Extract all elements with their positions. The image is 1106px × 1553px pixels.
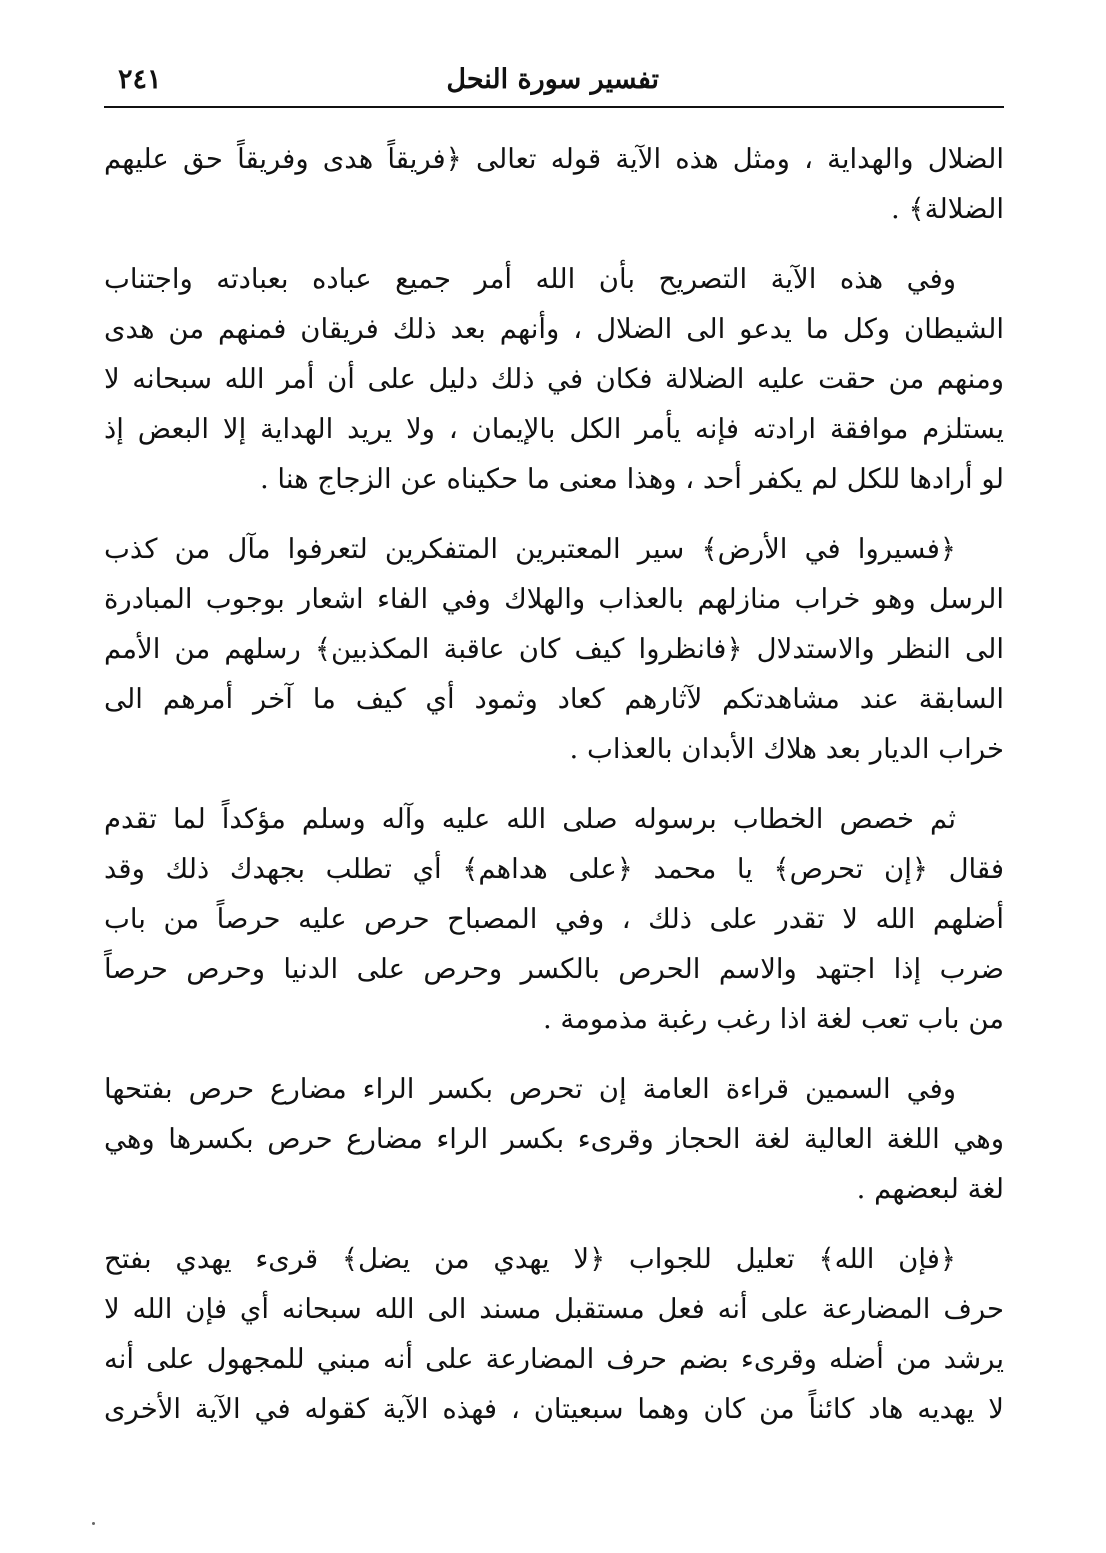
text-line: ثم خصص الخطاب برسوله صلى الله عليه وآله وسلم مؤكداً لما تقدم [104,803,956,835]
page-number: ٢٤١ [118,64,162,95]
text-line: يستلزم موافقة ارادته فإنه يأمر الكل بالإيمان ، ولا يريد الهداية إلا البعض إذ [104,413,1004,445]
text-line: من باب تعب لغة اذا رغب رغبة مذمومة . [542,1003,1004,1035]
text-line: حرف المضارعة على أنه فعل مستقبل مسند الى الله سبحانه أي فإن الله لا [104,1293,1004,1325]
text-line: الشيطان وكل ما يدعو الى الضلال ، وأنهم بعد ذلك فريقان فمنهم من هدى [104,313,1004,345]
text-line: الرسل وهو خراب منازلهم بالعذاب والهلاك وفي الفاء اشعار بوجوب المبادرة [104,583,1004,615]
text-line: ومنهم من حقت عليه الضلالة فكان في ذلك دليل على أن أمر الله سبحانه لا [104,363,1004,395]
text-line: الضلالة﴾ . [891,193,1004,225]
text-line: أضلهم الله لا تقدر على ذلك ، وفي المصباح حرص عليه حرصاً من باب [104,903,1004,935]
text-line: خراب الديار بعد هلاك الأبدان بالعذاب . [569,733,1004,765]
header-title: تفسير سورة النحل [446,64,659,95]
text-line: السابقة عند مشاهدتكم لآثارهم كعاد وثمود أي كيف ما آخر أمرهم الى [104,683,1004,715]
text-line: الضلال والهداية ، ومثل هذه الآية قوله تعالى ﴿فريقاً هدى وفريقاً حق عليهم [104,143,1004,175]
text-line: ﴿فسيروا في الأرض﴾ سير المعتبرين المتفكرين لتعرفوا مآل من كذب [104,533,956,565]
paragraph-6 [104,1234,1004,1434]
text-line: وهي اللغة العالية لغة الحجاز وقرىء بكسر الراء مضارع حرص بكسرها وهي [104,1123,1004,1155]
text-line: وفي السمين قراءة العامة إن تحرص بكسر الراء مضارع حرص بفتحها [104,1073,956,1105]
running-header [104,62,1004,108]
paragraph-1 [104,134,1004,234]
paragraph-4 [104,794,1004,1044]
scan-speck [92,1522,95,1525]
text-line: وفي هذه الآية التصريح بأن الله أمر جميع عباده بعبادته واجتناب [104,263,956,295]
paragraph-2 [104,254,1004,504]
text-line: يرشد من أضله وقرىء بضم حرف المضارعة على أنه مبني للمجهول على أنه [104,1343,1004,1375]
text-line: فقال ﴿إن تحرص﴾ يا محمد ﴿على هداهم﴾ أي تطلب بجهدك ذلك وقد [104,853,1004,885]
text-line: ضرب إذا اجتهد والاسم الحرص بالكسر وحرص على الدنيا وحرص حرصاً [104,953,1004,985]
text-line: لا يهديه هاد كائناً من كان وهما سبعيتان ، فهذه الآية كقوله في الآية الأخرى [104,1393,1004,1425]
text-line: ﴿فإن الله﴾ تعليل للجواب ﴿لا يهدي من يضل﴾ قرىء يهدي بفتح [104,1243,956,1275]
text-line: لو أرادها للكل لم يكفر أحد ، وهذا معنى ما حكيناه عن الزجاج هنا . [259,463,1004,495]
text-line: الى النظر والاستدلال ﴿فانظروا كيف كان عاقبة المكذبين﴾ رسلهم من الأمم [104,633,1004,665]
text-line: لغة لبعضهم . [856,1173,1004,1205]
paragraph-3 [104,524,1004,774]
paragraph-5 [104,1064,1004,1214]
body-text [104,134,1004,1454]
